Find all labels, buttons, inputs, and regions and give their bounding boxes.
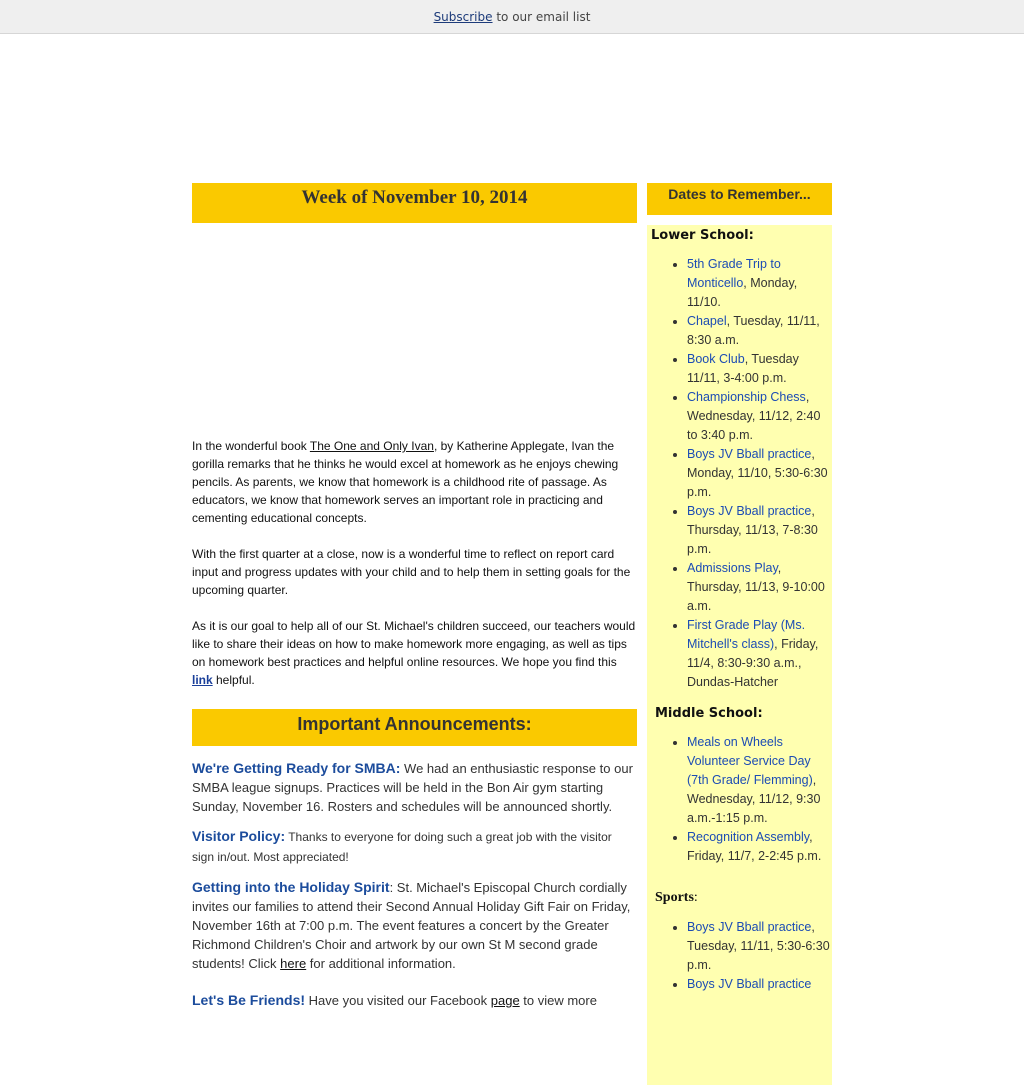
event-item <box>687 350 832 388</box>
dates-sidebar <box>647 183 832 1085</box>
homework-link[interactable]: link <box>192 673 213 687</box>
week-title: Week of November 10, 2014 <box>192 183 637 223</box>
event-link[interactable]: Recognition Assembly <box>687 830 810 844</box>
announcement-title: Visitor Policy: <box>192 828 286 844</box>
intro-paragraph-2: With the first quarter at a close, now is a wonderful time to reflect on report card input and progress updates with your child and to help them in setting goals for the upcoming quarter. <box>192 547 631 597</box>
event-link[interactable]: Book Club <box>687 352 745 366</box>
announcement-visitor-policy: Visitor Policy: Thanks to everyone for doing such a great job with the visitor sign in/out. Most appreciated! <box>192 828 612 864</box>
event-item <box>687 502 832 559</box>
lower-school-events <box>647 255 832 692</box>
intro-paragraph-1: In the wonderful book The One and Only Ivan, by Katherine Applegate, Ivan the gorilla remarks that he thinks he would excel at homework as he enjoys chewing pencils. As parents, we know that homework is a childhood rite of passage. As educators, we know that homework serves an important role in practicing and cementing educational concepts. <box>192 439 619 525</box>
event-item <box>687 918 832 975</box>
event-details: , Friday, 11/7, 2-2:45 p.m. <box>687 830 822 863</box>
event-item <box>687 388 832 445</box>
middle-school-title: Middle School: <box>655 706 763 721</box>
announcement-holiday-spirit: Getting into the Holiday Spirit: St. Michael's Episcopal Church cordially invites our families to attend their Second Annual Holiday Gift Fair on Friday, November 16th at 7:00 p.m. The event features a concert by the Greater Richmond Children's Choir and artwork by our own St M second grade students! Click here for additional information. <box>192 879 631 971</box>
sports-events <box>647 918 832 994</box>
event-link[interactable]: Boys JV Bball practice <box>687 920 812 934</box>
event-details: , Thursday, 11/13, 9-10:00 a.m. <box>687 561 825 613</box>
event-item <box>687 733 832 828</box>
event-link[interactable]: Boys JV Bball practice <box>687 504 812 518</box>
subscribe-link[interactable]: Subscribe <box>433 10 493 24</box>
announcement-smba: We're Getting Ready for SMBA: We had an enthusiastic response to our SMBA league signups. Practices will be held in the Bon Air gym starting Sunday, November 16. Rosters and schedules will be announced shortly. <box>192 760 633 814</box>
event-item <box>687 255 832 312</box>
lower-school-title: Lower School: <box>651 228 754 243</box>
event-details: , Friday, 11/4, 8:30-9:30 a.m., Dundas-Hatcher <box>687 637 819 689</box>
event-details: , Monday, 11/10. <box>687 276 798 309</box>
intro-paragraph-3: As it is our goal to help all of our St. Michael's children succeed, our teachers would like to share their ideas on how to make homework more engaging, as well as tips on homework best practices and helpful online resources. We hope you find this link helpful. <box>192 619 636 687</box>
holiday-here-link[interactable]: here <box>280 956 307 971</box>
event-details: , Wednesday, 11/12, 9:30 a.m.-1:15 p.m. <box>687 773 821 825</box>
event-link[interactable]: Boys JV Bball practice <box>687 447 812 461</box>
event-item <box>687 828 832 866</box>
event-details: , Monday, 11/10, 5:30-6:30 p.m. <box>687 447 828 499</box>
event-item <box>687 616 832 692</box>
top-subscribe-bar <box>0 0 1024 34</box>
facebook-page-link[interactable]: page <box>490 993 520 1008</box>
event-link[interactable]: Chapel <box>687 314 727 328</box>
middle-school-events <box>647 733 832 866</box>
announcements-header: Important Announcements: <box>192 709 637 746</box>
event-details: , Tuesday, 11/11, 8:30 a.m. <box>687 314 820 347</box>
sports-title: Sports: <box>655 890 698 905</box>
event-link[interactable]: Boys JV Bball practice <box>687 977 812 991</box>
event-link[interactable]: Admissions Play <box>687 561 778 575</box>
event-link[interactable]: 5th Grade Trip to Monticello <box>687 257 781 290</box>
dates-header: Dates to Remember... <box>647 183 832 215</box>
event-item <box>687 445 832 502</box>
event-details: , Tuesday 11/11, 3-4:00 p.m. <box>687 352 799 385</box>
event-item <box>687 975 832 994</box>
event-item <box>687 312 832 350</box>
event-link[interactable]: First Grade Play (Ms. Mitchell's class) <box>687 618 806 651</box>
event-link[interactable]: Meals on Wheels Volunteer Service Day (7th Grade/ Flemming) <box>687 735 813 787</box>
book-title-link[interactable]: The One and Only Ivan <box>309 439 434 453</box>
announcement-title: Getting into the Holiday Spirit <box>192 879 390 895</box>
subscribe-line <box>0 10 1024 24</box>
event-details: , Thursday, 11/13, 7-8:30 p.m. <box>687 504 818 556</box>
dates-list <box>647 225 832 1085</box>
announcement-title: We're Getting Ready for SMBA: <box>192 760 401 776</box>
subscribe-line-text: to our email list <box>492 10 591 24</box>
main-column <box>192 183 637 1010</box>
event-details: , Wednesday, 11/12, 2:40 to 3:40 p.m. <box>687 390 821 442</box>
announcement-title: Let's Be Friends! <box>192 992 306 1008</box>
hero-image-area <box>192 223 637 437</box>
event-item <box>687 559 832 616</box>
announcement-friends: Let's Be Friends! Have you visited our Facebook page to view more <box>192 992 597 1008</box>
event-link[interactable]: Championship Chess <box>687 390 806 404</box>
event-details: , Tuesday, 11/11, 5:30-6:30 p.m. <box>687 920 830 972</box>
